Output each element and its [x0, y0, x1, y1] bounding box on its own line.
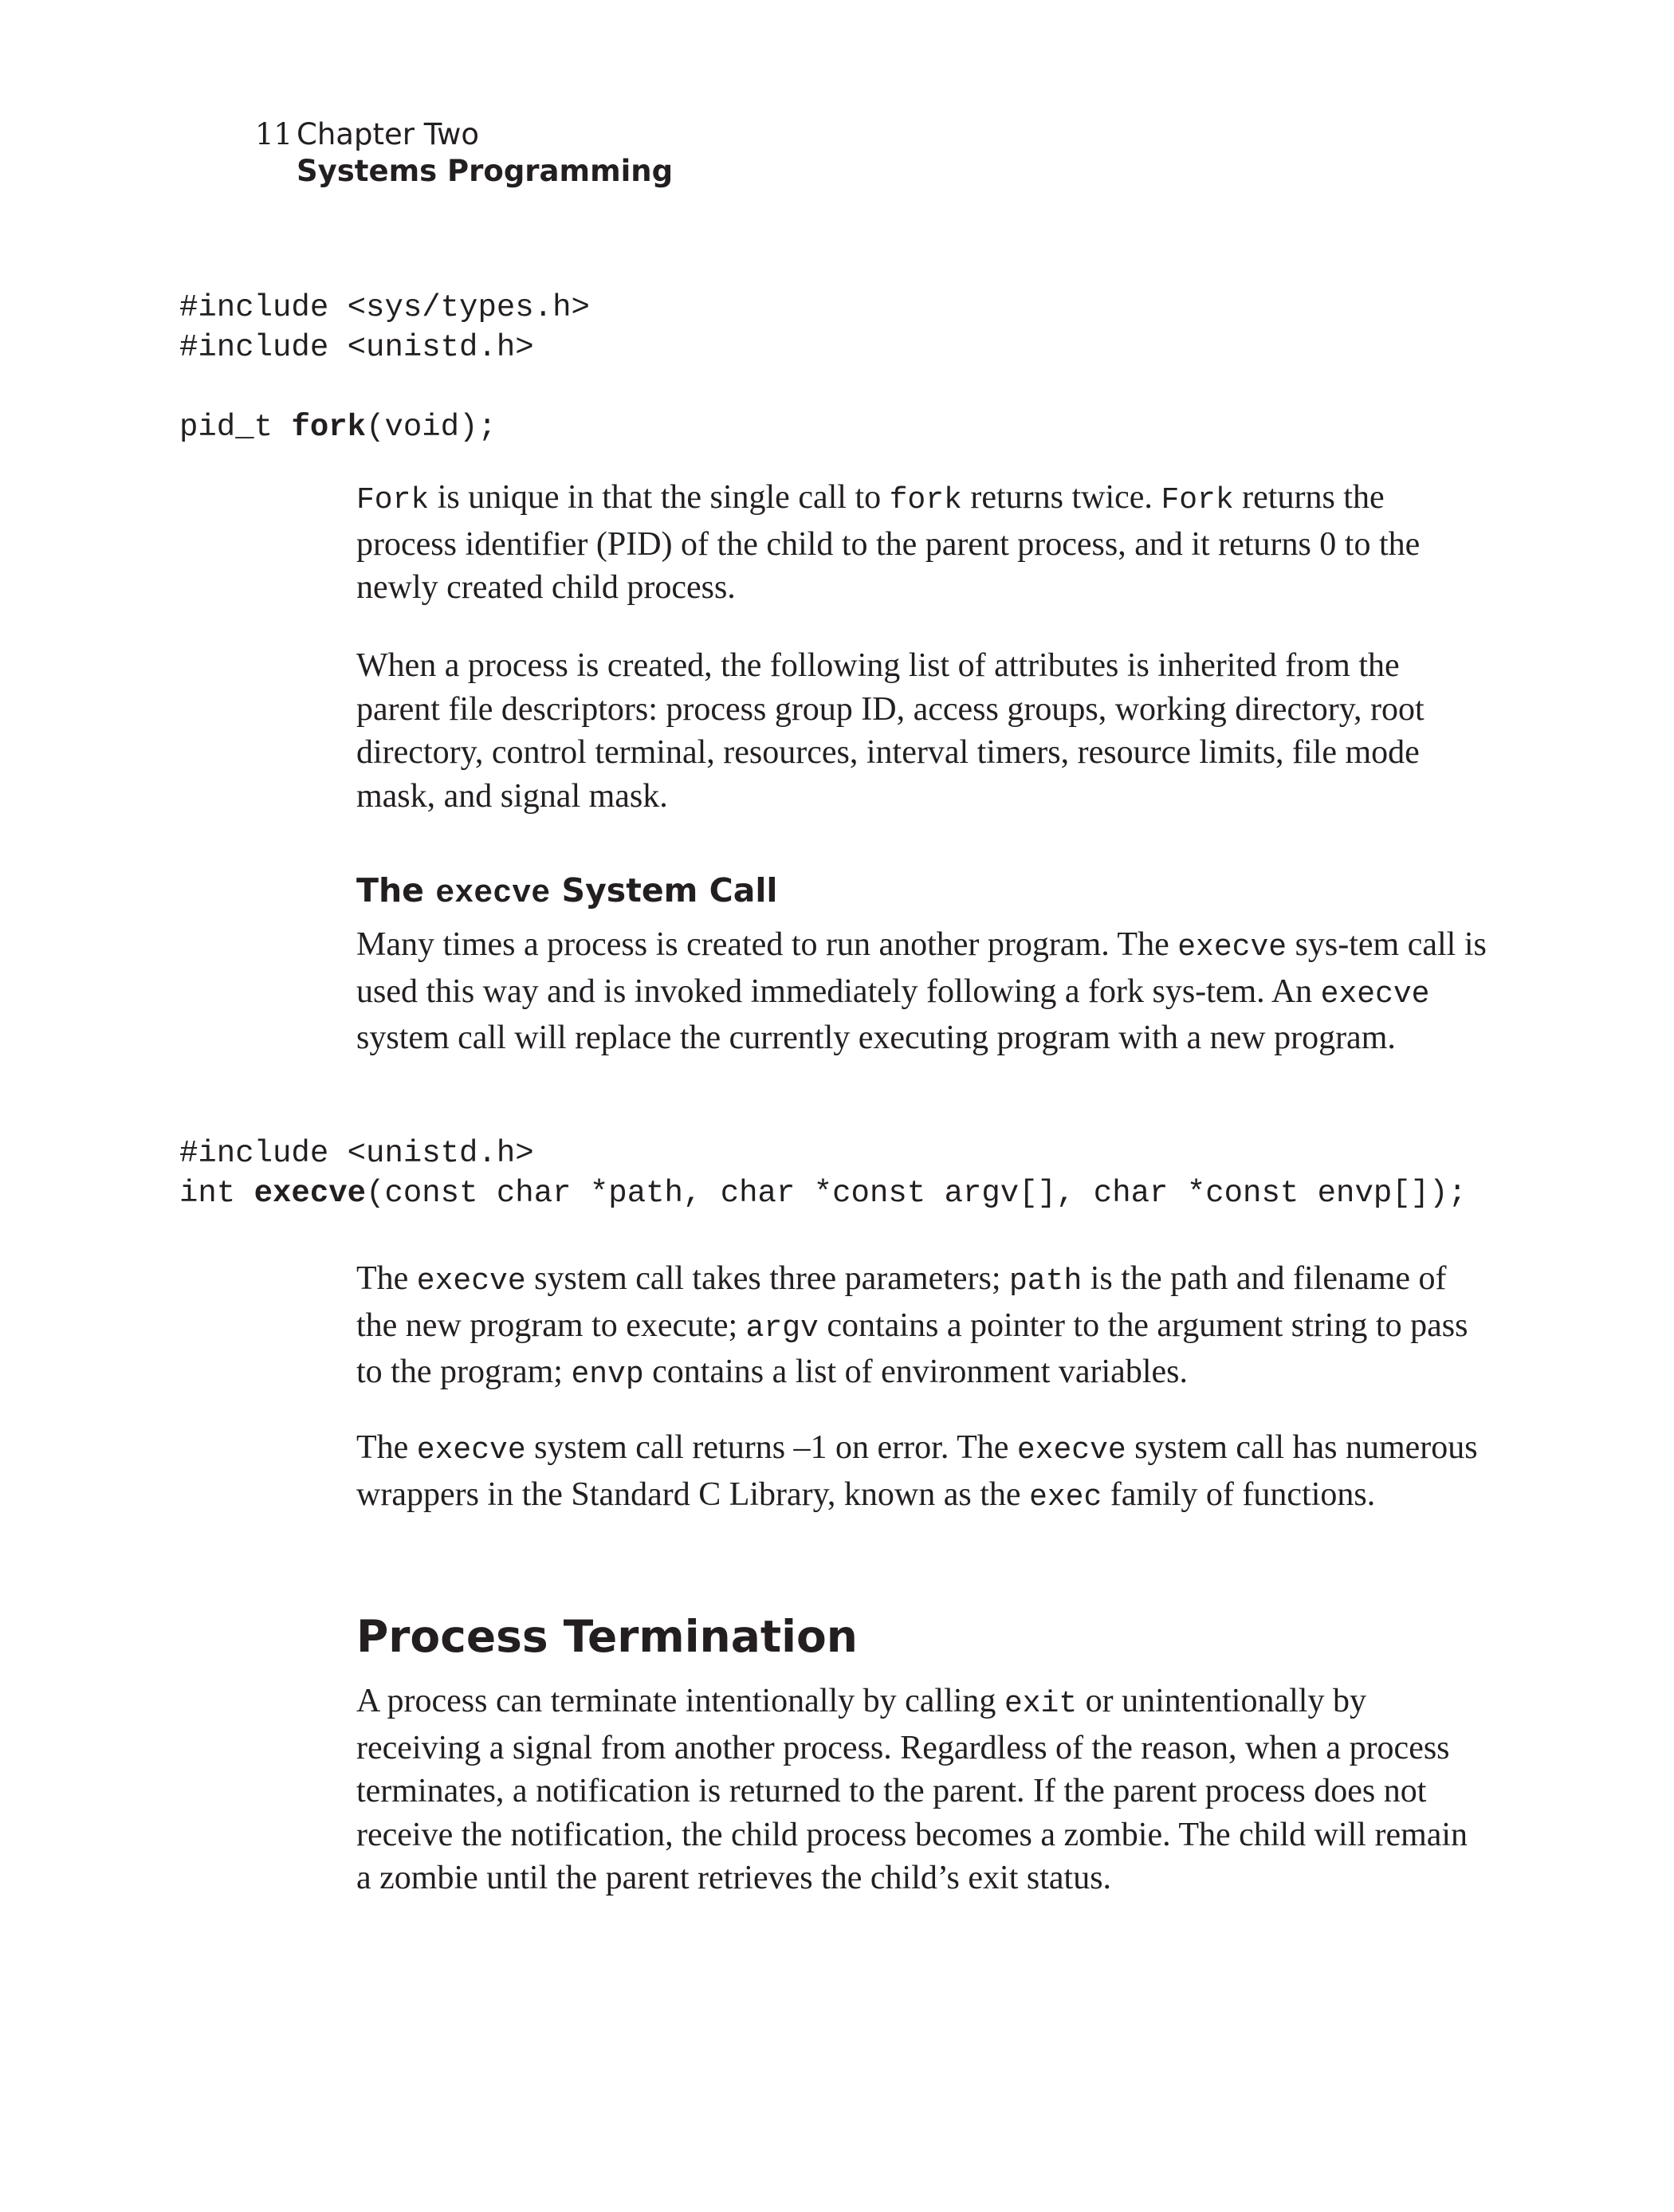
function-name: execve: [253, 1176, 367, 1211]
section-title: Systems Programming: [297, 154, 674, 188]
chapter-title: Chapter Two: [297, 117, 480, 151]
code-block-execve: [179, 1134, 1467, 1213]
page-number: 11: [255, 117, 293, 151]
paragraph-process-termination: A process can terminate intentionally by calling exit or unintentionally by receiving a signal from another process. Regardless of the reason, when a process terminates, a notification is returned to the parent. If the parent process does not receive the notification, the child process becomes a zombie. The child will remain a zombie until the parent retrieves the child’s exit status.: [356, 1683, 1468, 1896]
code-block-fork: [179, 288, 590, 447]
heading-execve-system-call: The execve System Call: [356, 871, 778, 912]
code-line: #include <unistd.h>: [179, 1136, 534, 1171]
code-signature: int execve(const char *path, char *const argv[], char *const envp[]);: [179, 1176, 1467, 1211]
function-name: fork: [291, 410, 367, 445]
running-header: [255, 116, 674, 190]
paragraph-execve-parameters: The execve system call takes three parameters; path is the path and filename of the new program to execute; argv contains a pointer to the argument string to pass to the program; envp contains a list of environment variables.: [356, 1260, 1468, 1392]
paragraph-execve-returns: The execve system call returns –1 on error. The execve system call has numerous wrappers in the Standard C Library, known as the exec family of functions.: [356, 1429, 1478, 1515]
code-line: #include <sys/types.h>: [179, 290, 590, 325]
paragraph-execve-intro: Many times a process is created to run another program. The execve sys-tem call is used this way and is invoked immediately following a fork sys-tem. An execve system call will replace the currently executing program with a new program.: [356, 926, 1487, 1056]
paragraph-inherited-attributes: When a process is created, the following list of attributes is inherited from the parent file descriptors: process group ID, access groups, working directory, root directory, control terminal, resources, interval timers, resource limits, file mode mask, and signal mask.: [356, 647, 1424, 815]
paragraph-fork: Fork is unique in that the single call to fork returns twice. Fork returns the process identifier (PID) of the child to the parent process, and it returns 0 to the newly created child process.: [356, 479, 1421, 606]
code-signature: pid_t fork(void);: [179, 410, 497, 445]
heading-process-termination: Process Termination: [356, 1611, 858, 1662]
code-line: #include <unistd.h>: [179, 330, 534, 365]
